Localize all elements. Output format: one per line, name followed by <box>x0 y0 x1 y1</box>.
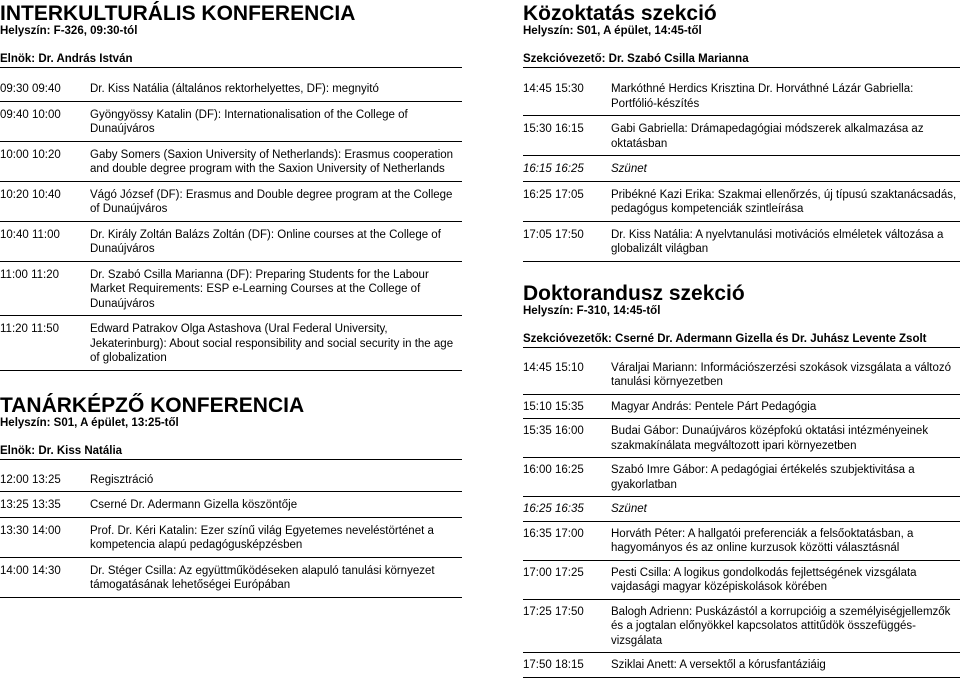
section-interkulturalis <box>0 3 462 366</box>
program-item <box>0 108 462 137</box>
program-item <box>523 228 960 257</box>
section-chair: Szekcióvezető: Dr. Szabó Csilla Marianna <box>523 53 960 66</box>
program-time: 11:00 11:20 <box>0 268 60 281</box>
program-time: 10:20 10:40 <box>0 188 61 201</box>
program-description: Szabó Imre Gábor: A pedagógiai értékelés szubjektivitása a gyakorlatban <box>611 464 915 491</box>
program-description: Balogh Adrienn: Puskázástól a korrupcióig a személyiségjellemzők és a jogtalan előnyökkel kapcsolatos attitűdök összefüggés-vizsgálata <box>611 605 951 647</box>
program-description: Dr. Kiss Natália (általános rektorhelyettes, DF): megnyitó <box>90 83 379 95</box>
program-time: 17:00 17:25 <box>523 566 584 579</box>
program-item <box>523 361 960 390</box>
section-location: Helyszín: S01, A épület, 13:25-től <box>0 416 179 429</box>
program-item <box>0 524 462 553</box>
program-description: Dr. Stéger Csilla: Az együttműködéseken alapuló tanulási környezet támogatásának lehetőségei Európában <box>90 564 435 591</box>
section-location: Helyszín: F-310, 14:45-től <box>523 304 661 317</box>
program-time: 17:50 18:15 <box>523 659 584 671</box>
program-description: Pribékné Kazi Erika: Szakmai ellenőrzés, új típusú szaktanácsadás, pedagógus kompetenciák szintleírása <box>611 188 957 215</box>
program-time: 14:45 15:10 <box>523 361 584 374</box>
program-time: 14:45 15:30 <box>523 83 584 95</box>
program-time: 10:00 10:20 <box>0 148 61 161</box>
program-item <box>0 473 462 488</box>
program-time: 16:00 16:25 <box>523 464 584 476</box>
section-location: Helyszín: F-326, 09:30-tól <box>0 25 138 37</box>
program-time: 12:00 13:25 <box>0 473 61 486</box>
section-title: Közoktatás szekció <box>523 2 717 25</box>
program-description: Cserné Dr. Adermann Gizella köszöntője <box>90 499 298 511</box>
program-time: 13:25 13:35 <box>0 499 61 511</box>
program-time: 15:30 16:15 <box>523 123 584 135</box>
program-item <box>523 400 960 415</box>
program-description: Edward Patrakov Olga Astashova (Ural Federal University, Jekaterinburg): About social responsibility and social security in the age of globalization <box>90 323 454 364</box>
section-chair: Szekcióvezetők: Cserné Dr. Adermann Gizella és Dr. Juhász Levente Zsolt <box>523 333 960 346</box>
program-description: Vágó József (DF): Erasmus and Double degree program at the College of Dunaújváros <box>90 188 453 215</box>
program-item <box>0 82 462 97</box>
program-description: Váraljai Mariann: Információszerzési szokások vizsgálata a változó tanulási környezetben <box>611 361 952 388</box>
section-doktorandusz <box>523 283 960 673</box>
program-time: 09:30 09:40 <box>0 83 61 95</box>
program-item <box>523 82 960 111</box>
program-time: 17:25 17:50 <box>523 605 584 618</box>
program-item <box>523 122 960 151</box>
program-item <box>523 605 960 649</box>
program-item <box>523 188 960 217</box>
program-time: 16:25 16:35 <box>523 503 584 515</box>
program-time: 15:10 15:35 <box>523 400 584 413</box>
section-title: INTERKULTURÁLIS KONFERENCIA <box>0 2 356 25</box>
program-time: 14:00 14:30 <box>0 564 61 577</box>
program-item <box>523 566 960 595</box>
program-time: 17:05 17:50 <box>523 228 584 241</box>
program-description: Dr. Szabó Csilla Marianna (DF): Preparing Students for the Labour Market Requirements: ESP e-Learning Courses at the College of Dunaújváros <box>90 268 429 310</box>
program-description: Gyöngyössy Katalin (DF): Internationalisation of the College of Dunaújváros <box>90 108 408 135</box>
program-description: Budai Gábor: Dunaújváros középfokú oktatási intézményeinek szakmakínálata megváltozott ipari környezetben <box>611 425 929 452</box>
section-chair: Elnök: Dr. András István <box>0 53 462 66</box>
program-description: Szünet <box>611 503 647 515</box>
program-time: 13:30 14:00 <box>0 524 61 537</box>
program-time: 16:35 17:00 <box>523 527 584 540</box>
program-item <box>0 148 462 177</box>
program-description: Gaby Somers (Saxion University of Netherlands): Erasmus cooperation and double degree program with the Saxion University of Netherlands <box>90 148 454 175</box>
program-time: 11:20 11:50 <box>0 323 60 335</box>
program-description: Markóthné Herdics Krisztina Dr. Horváthné Lázár Gabriella: Portfólió-készítés <box>611 83 914 110</box>
program-time: 10:40 11:00 <box>0 228 60 241</box>
right-column <box>523 0 960 673</box>
program-item <box>0 228 462 257</box>
section-title: Doktorandusz szekció <box>523 281 745 305</box>
program-description: Regisztráció <box>90 473 154 486</box>
program-item <box>523 424 960 453</box>
section-chair: Elnök: Dr. Kiss Natália <box>0 445 462 458</box>
section-tanarkepzo <box>0 395 462 593</box>
program-description: Magyar András: Pentele Párt Pedagógia <box>611 400 817 413</box>
program-item <box>0 498 462 513</box>
program-description: Dr. Király Zoltán Balázs Zoltán (DF): Online courses at the College of Dunaújváros <box>90 228 441 255</box>
section-kozoktatas <box>523 3 960 257</box>
program-description: Horváth Péter: A hallgatói preferenciák a felsőoktatásban, a hagyományos és az online kurzusok közötti választásnál <box>611 527 914 554</box>
program-item <box>0 188 462 217</box>
program-description: Prof. Dr. Kéri Katalin: Ezer színű világ Egyetemes neveléstörténet a kompetencia alapú pedagógusképzésben <box>90 524 434 551</box>
program-item <box>523 658 960 673</box>
program-item <box>0 268 462 312</box>
program-item <box>0 322 462 366</box>
program-item <box>523 463 960 492</box>
program-time: 15:35 16:00 <box>523 425 584 437</box>
program-item <box>523 527 960 556</box>
section-title: TANÁRKÉPZŐ KONFERENCIA <box>0 393 305 417</box>
program-break <box>523 162 960 177</box>
program-item <box>0 564 462 593</box>
program-time: 16:15 16:25 <box>523 163 584 175</box>
program-time: 16:25 17:05 <box>523 188 584 201</box>
program-break <box>523 502 960 517</box>
left-column <box>0 0 462 593</box>
section-location: Helyszín: S01, A épület, 14:45-től <box>523 25 702 37</box>
program-description: Dr. Kiss Natália: A nyelvtanulási motivációs elméletek változása a globalizált világban <box>611 228 944 255</box>
program-description: Szünet <box>611 163 647 175</box>
program-description: Pesti Csilla: A logikus gondolkodás fejlettségének vizsgálata vajdasági magyar középiskolások körében <box>611 566 917 593</box>
program-description: Sziklai Anett: A versektől a kórusfantáziáig <box>611 659 826 671</box>
program-description: Gabi Gabriella: Drámapedagógiai módszerek alkalmazása az oktatásban <box>611 123 924 150</box>
program-time: 09:40 10:00 <box>0 108 61 121</box>
